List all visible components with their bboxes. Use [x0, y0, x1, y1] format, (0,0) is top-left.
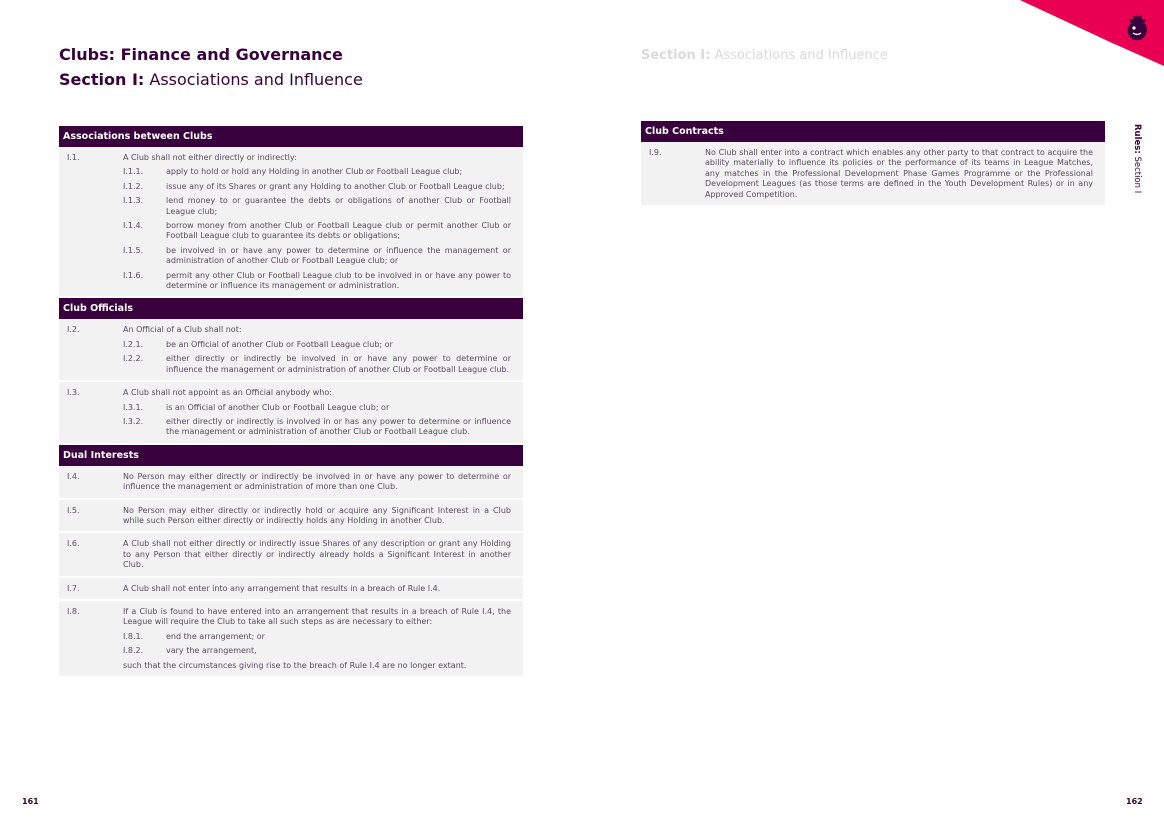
sub-rule — [123, 246, 511, 267]
rule-text: A Club shall not enter into any arrangement that results in a breach of Rule I.4. — [123, 583, 441, 593]
side-tab-label-text: Section I — [1132, 156, 1142, 194]
sub-rule-number: I.8.1. — [123, 631, 144, 641]
sub-rule-number: I.8.2. — [123, 646, 144, 656]
sub-rule-number: I.1.5. — [123, 245, 144, 255]
sub-rule-text: borrow money from another Club or Football League club or permit another Club or Football League club to guarantee its debts or obligations; — [166, 221, 511, 241]
side-tab-label-bold: Rules: — [1132, 124, 1142, 154]
sub-rule — [123, 417, 511, 438]
rule-row — [59, 500, 523, 534]
sub-rule — [123, 182, 511, 192]
sub-rule-number: I.1.6. — [123, 270, 144, 280]
rule-number: I.4. — [67, 471, 80, 481]
rule-row — [59, 466, 523, 500]
rules-table-right — [641, 121, 1105, 207]
rule-text: No Person may either directly or indirectly be involved in or have any power to determine or influence the management or administration of more than one Club. — [123, 471, 511, 492]
section-label: Section I: — [59, 70, 145, 89]
section-heading: Club Officials — [59, 298, 523, 319]
rule-row — [59, 533, 523, 577]
running-header-title: Associations and Influence — [714, 48, 888, 63]
rule-number: I.5. — [67, 505, 80, 515]
rule-text: No Person may either directly or indirectly hold or acquire any Significant Interest in a Club while such Person either directly or indirectly holds any Holding in another Club. — [123, 505, 511, 525]
rule-text: A Club shall not appoint as an Official anybody who: — [123, 388, 332, 398]
rule-trailing-text: such that the circumstances giving rise to the breach of Rule I.4 are no longer extant. — [123, 660, 467, 670]
sub-rule-text: permit any other Club or Football League club to be involved in or have any power to determine or influence its management or administration. — [166, 270, 511, 291]
page-title: Clubs: Finance and Governance — [59, 45, 343, 64]
sub-rule-number: I.1.3. — [123, 196, 144, 206]
rule-row — [59, 601, 523, 678]
section-heading: Dual Interests — [59, 445, 523, 466]
running-header-label: Section I: — [641, 48, 711, 63]
rule-number: I.8. — [67, 606, 80, 616]
running-header — [641, 48, 888, 63]
rule-row — [641, 142, 1105, 207]
sub-rule — [123, 271, 511, 292]
sub-rule — [123, 632, 511, 642]
page-number-left: 161 — [22, 797, 39, 806]
rule-row — [59, 578, 523, 601]
sub-rule-number: I.1.1. — [123, 167, 144, 177]
rule-text: A Club shall not either directly or indirectly issue Shares of any description or grant any Holding to any Person that either directly or indirectly already holds a Significant Interest in another Club. — [123, 539, 511, 570]
sub-rule-text: vary the arrangement, — [166, 646, 257, 656]
rule-text: A Club shall not either directly or indirectly: — [123, 153, 297, 162]
sub-rule-number: I.2.1. — [123, 339, 144, 349]
rule-number: I.1. — [67, 153, 80, 162]
premier-league-lion-icon — [1124, 12, 1150, 44]
sub-rule — [123, 354, 511, 375]
right-page — [582, 0, 1164, 826]
sub-rule-number: I.1.2. — [123, 181, 144, 191]
section-heading: Club Contracts — [641, 121, 1105, 142]
rule-row — [59, 319, 523, 382]
rule-number: I.7. — [67, 583, 80, 593]
sub-rule — [123, 340, 511, 350]
rule-text: No Club shall enter into a contract which enables any other party to that contract to acquire the ability materially to influence its policies or the performance of its teams in League Matches, any matches in the Professional Development Phase Games Programme or the Professional Development Leagues (as those terms are defined in the Youth Development Rules) or in any Approved Competition. — [705, 148, 1093, 199]
rules-table-left — [59, 126, 523, 678]
sub-rule-text: either directly or indirectly is involved in or has any power to determine or influence the management or administration of another Club or Football League club. — [166, 416, 511, 437]
side-tab-label — [1132, 124, 1142, 193]
sub-rule — [123, 403, 511, 413]
sub-rule-text: be involved in or have any power to determine or influence the management or administration of another Club or Football League club; or — [166, 245, 511, 266]
rule-number: I.2. — [67, 325, 80, 335]
sub-rule-text: end the arrangement; or — [166, 631, 265, 641]
sub-rule — [123, 646, 511, 656]
sub-rule-text: either directly or indirectly be involved in or have any power to determine or influence the management or administration of another Club or Football League club. — [166, 354, 511, 374]
rule-number: I.9. — [649, 148, 662, 157]
sub-rule — [123, 167, 511, 177]
sub-rule-number: I.3.2. — [123, 416, 144, 426]
page-number-right: 162 — [1126, 797, 1143, 806]
sub-rule — [123, 221, 511, 242]
section-heading: Associations between Clubs — [59, 126, 523, 147]
section-title: Associations and Influence — [149, 70, 363, 89]
rule-text: An Official of a Club shall not: — [123, 325, 242, 335]
sub-rule-text: is an Official of another Club or Football League club; or — [166, 402, 390, 412]
sub-rule-text: lend money to or guarantee the debts or obligations of another Club or Football League club; — [166, 196, 511, 216]
rule-row — [59, 382, 523, 445]
sub-rule-text: apply to hold or hold any Holding in another Club or Football League club; — [166, 167, 463, 177]
sub-rule-text: issue any of its Shares or grant any Holding to another Club or Football League club; — [166, 181, 505, 191]
section-subtitle — [59, 70, 363, 89]
sub-rule-number: I.2.2. — [123, 354, 144, 364]
sub-rule-number: I.1.4. — [123, 221, 144, 231]
rule-number: I.6. — [67, 539, 80, 549]
rule-text: If a Club is found to have entered into an arrangement that results in a breach of Rule I.4, the League will require the Club to take all such steps as are necessary to either: — [123, 606, 511, 627]
sub-rule-number: I.3.1. — [123, 402, 144, 412]
sub-rule-text: be an Official of another Club or Football League club; or — [166, 339, 393, 349]
sub-rule — [123, 196, 511, 217]
rule-row — [59, 147, 523, 298]
rule-number: I.3. — [67, 388, 80, 398]
